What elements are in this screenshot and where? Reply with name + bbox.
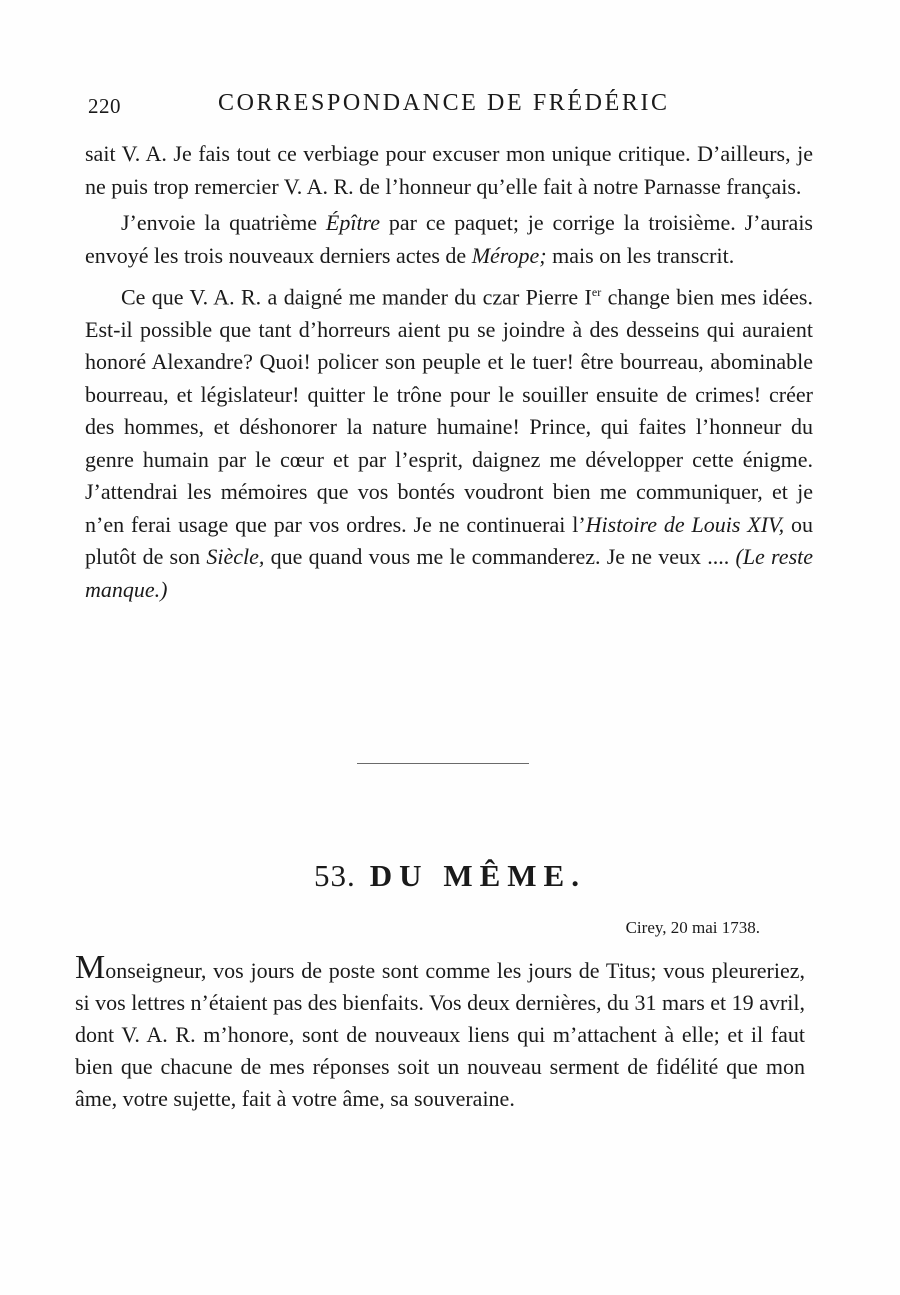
paragraph-2-text-c: par ce paquet; je corrige la troisième. J’aurais envoyé les trois nouveaux derniers actes de — [85, 210, 813, 268]
epitre-title: Épître — [325, 210, 381, 235]
histoire-title: Histoire de Louis XIV, — [585, 511, 785, 537]
reste-manque-note: (Le reste manque.) — [85, 544, 814, 602]
letter-heading — [0, 858, 900, 894]
siecle-title: Siècle, — [206, 544, 265, 570]
letter-number: 53. — [314, 858, 356, 893]
paragraph-2-text-a: J’envoie la quatrième — [121, 210, 326, 235]
paragraph-2-text-e: mais on les transcrit. — [546, 242, 735, 268]
running-head — [88, 90, 813, 124]
continued-letter — [85, 138, 813, 610]
section-separator-rule — [357, 763, 529, 764]
drop-cap: M — [75, 949, 106, 986]
paragraph-3-text-b: change bien mes idées. Est-il possible que tant d’horreurs aient pu se joindre à des desseins qui auraient honoré Alexandre? Quoi! policer son peuple et le tuer! être bourreau, abominable bourreau, et législateur! quitter le trône pour le souiller ensuite de crimes! créer des hommes, et déshonorer la nature humaine! Prince, qui faites l’honneur du genre humain par le cœur et par l’esprit, daignez me développer cette énigme. J’attendrai les mémoires que vos bontés voudront bien me communiquer, et je n’en ferai usage que par vos ordres. Je ne continuerai l’ — [85, 284, 813, 537]
paragraph-3 — [85, 276, 813, 606]
letter-paragraph — [75, 949, 805, 1115]
paragraph-1: sait V. A. Je fais tout ce verbiage pour excuser mon unique critique. D’ailleurs, je ne puis trop remercier V. A. R. de l’honneur qu’elle fait à notre Parnasse français. — [85, 141, 813, 199]
paragraph-2 — [85, 207, 813, 272]
letter-title: DU MÊME. — [369, 858, 586, 893]
running-title: CORRESPONDANCE DE FRÉDÉRIC — [218, 90, 670, 116]
merope-title: Mérope; — [471, 242, 547, 268]
paragraph-3-text-a: Ce que V. A. R. a daigné me mander du czar Pierre I — [121, 284, 592, 310]
new-letter-body — [75, 949, 805, 1115]
letter-dateline: Cirey, 20 mai 1738. — [625, 918, 760, 937]
page-number: 220 — [88, 94, 121, 118]
letter-paragraph-text: onseigneur, vos jours de poste sont comme les jours de Titus; vous pleureriez, si vos lettres n’étaient pas des bienfaits. Vos deux dernières, du 31 mars et 19 avril, dont V. A. R. m’honore, sont de nouveaux liens qui m’attachent à elle; et il faut bien que chacune de mes réponses soit un nouveau serment de fidélité que mon âme, votre sujette, fait à votre âme, sa souveraine. — [75, 958, 805, 1111]
paragraph-3-text-d: ou plutôt de son — [85, 511, 814, 570]
superscript-er: er — [591, 285, 602, 299]
paragraph-3-text-f: que quand vous me le commanderez. Je ne veux .... — [264, 544, 736, 570]
